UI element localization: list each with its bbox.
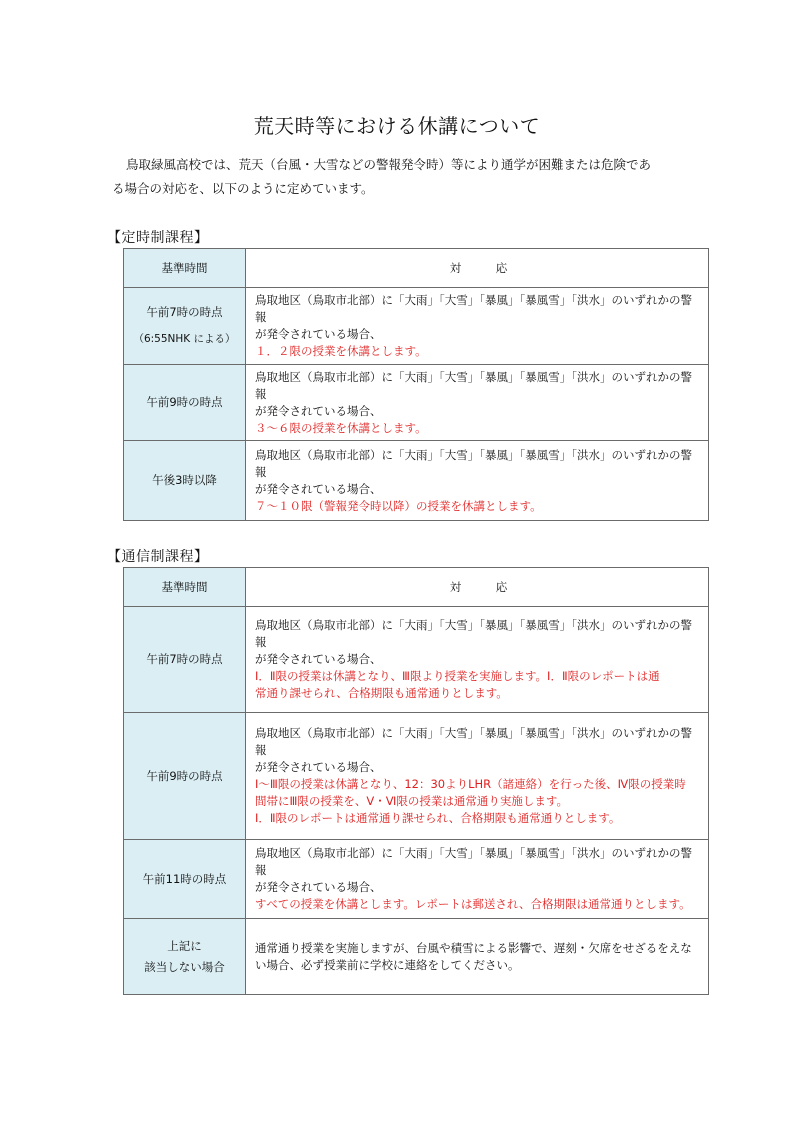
response-cell: 鳥取地区（鳥取市北部）に「大雨」「大雪」「暴風」「暴風雪」「洪水」のいずれかの警報 が発令されている場合、 ７～１０限（警報発令時以降）の授業を休講とします。	[246, 441, 709, 521]
alert-text: １．２限の授業を休講とします。	[255, 344, 427, 358]
response-cell: 鳥取地区（鳥取市北部）に「大雨」「大雪」「暴風」「暴風雪」「洪水」のいずれかの警報 が発令されている場合、 １．２限の授業を休講とします。	[246, 288, 709, 365]
table-row	[124, 607, 709, 713]
table-row	[124, 365, 709, 441]
column-header-response: 対 応	[246, 249, 709, 288]
table-header-row	[124, 568, 709, 607]
intro-line: 鳥取緑風高校では、荒天（台風・大雪などの警報発令時）等により通学が困難または危険であ	[126, 157, 652, 172]
intro-line: る場合の対応を、以下のように定めています。	[112, 181, 374, 196]
time-cell: 午前9時の時点	[124, 365, 246, 441]
time-cell: 午前11時の時点	[124, 840, 246, 919]
time-note: （6:55NHK による）	[133, 333, 236, 345]
response-cell: 通常通り授業を実施しますが、台風や積雪による影響で、遅刻・欠席をせざるをえな い場合、必ず授業前に学校に連絡をしてください。	[246, 919, 709, 995]
alert-text: 常通り課せられ、合格期限も通常通りとします。	[255, 686, 508, 700]
alert-text: ３～６限の授業を休講とします。	[255, 420, 427, 435]
response-cell: 鳥取地区（鳥取市北部）に「大雨」「大雪」「暴風」「暴風雪」「洪水」のいずれかの警報 が発令されている場合、 すべての授業を休講とします。レポートは郵送され、合格期限は通常通りとします。	[246, 840, 709, 919]
time-cell: 午後3時以降	[124, 441, 246, 521]
table-header-row	[124, 249, 709, 288]
alert-text: ７～１０限（警報発令時以降）の授業を休講とします。	[255, 498, 542, 513]
table-row	[124, 288, 709, 365]
time-cell: 午前7時の時点 （6:55NHK による）	[124, 288, 246, 365]
tsushin-table	[123, 567, 709, 995]
time-cell: 午前9時の時点	[124, 713, 246, 840]
teiji-table	[123, 248, 709, 521]
column-header-time: 基準時間	[124, 568, 246, 607]
table-row	[124, 441, 709, 521]
intro-paragraph	[112, 153, 697, 201]
alert-text: Ⅰ～Ⅲ限の授業は休講となり、12：30よりLHR（諸連絡）を行った後、Ⅳ限の授業時	[255, 777, 686, 791]
table-row	[124, 840, 709, 919]
time-cell: 午前7時の時点	[124, 607, 246, 713]
alert-text: Ⅰ．Ⅱ限のレポートは通常通り課せられ、合格期限も通常通りとします。	[255, 811, 621, 825]
alert-text: Ⅰ．Ⅱ限の授業は休講となり、Ⅲ限より授業を実施します。Ⅰ．Ⅱ限のレポートは通	[255, 669, 660, 683]
response-cell: 鳥取地区（鳥取市北部）に「大雨」「大雪」「暴風」「暴風雪」「洪水」のいずれかの警報 が発令されている場合、 Ⅰ．Ⅱ限の授業は休講となり、Ⅲ限より授業を実施します。Ⅰ．Ⅱ限のレポートは通 常通り課せられ、合格期限も通常通りとします。	[246, 607, 709, 713]
time-cell: 上記に 該当しない場合	[124, 919, 246, 995]
column-header-time: 基準時間	[124, 249, 246, 288]
response-cell: 鳥取地区（鳥取市北部）に「大雨」「大雪」「暴風」「暴風雪」「洪水」のいずれかの警報 が発令されている場合、 ３～６限の授業を休講とします。	[246, 365, 709, 441]
column-header-response: 対 応	[246, 568, 709, 607]
table-row	[124, 713, 709, 840]
response-cell: 鳥取地区（鳥取市北部）に「大雨」「大雪」「暴風」「暴風雪」「洪水」のいずれかの警報 が発令されている場合、 Ⅰ～Ⅲ限の授業は休講となり、12：30よりLHR（諸連絡）を行った後、Ⅳ限の授業時 間帯にⅢ限の授業を、Ⅴ・Ⅵ限の授業は通常通り実施します。 Ⅰ．Ⅱ限のレポートは通常通り課せられ、合格期限も通常通りとします。	[246, 713, 709, 840]
section-heading-tsushin: 【通信制課程】	[107, 549, 209, 565]
alert-text: 間帯にⅢ限の授業を、Ⅴ・Ⅵ限の授業は通常通り実施します。	[255, 794, 568, 808]
page-title: 荒天時等における休講について	[253, 114, 541, 139]
section-heading-teiji: 【定時制課程】	[107, 230, 209, 246]
table-row	[124, 919, 709, 995]
alert-text: すべての授業を休講とします。レポートは郵送され、合格期限は通常通りとします。	[255, 897, 691, 911]
